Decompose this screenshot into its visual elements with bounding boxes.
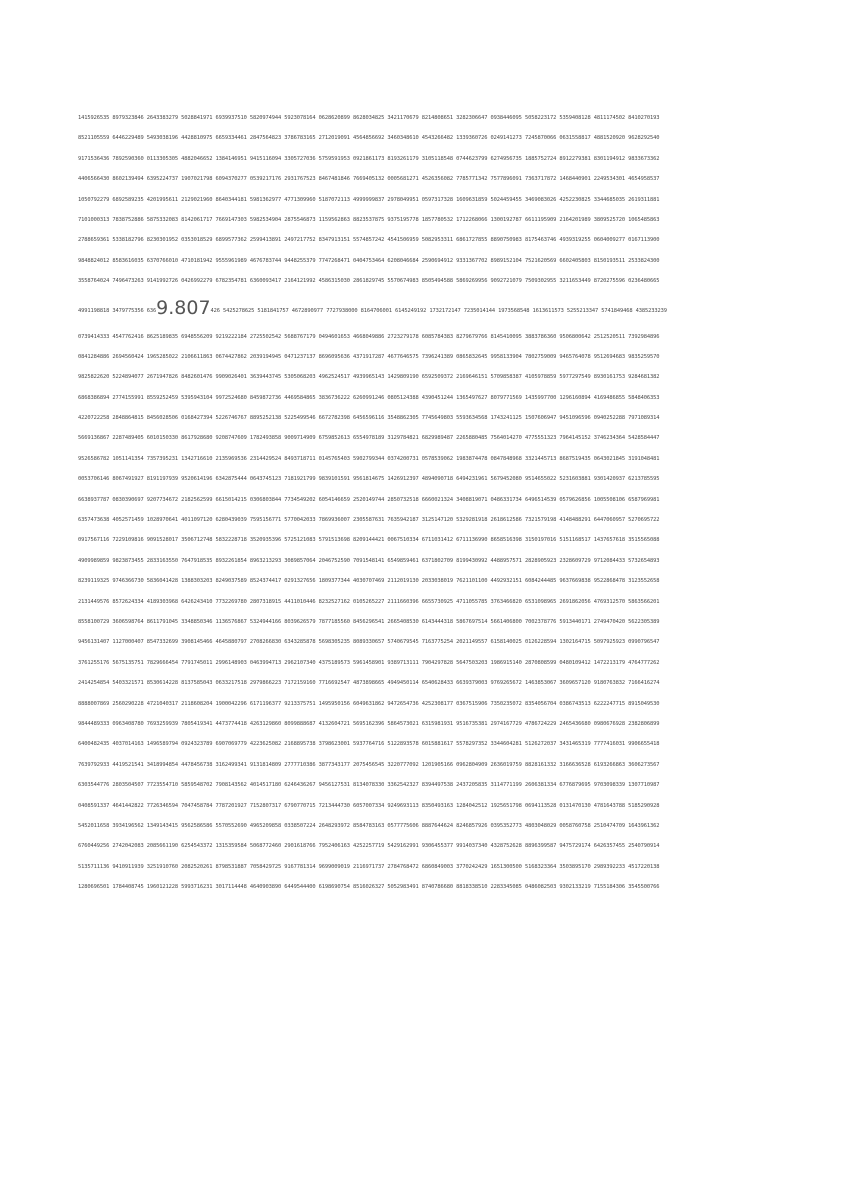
digits-line: 9825822620 5224894077 2671947826 8482601476 9909026401 3639443745 5305068203 4962524517 4939965143 1429809190 6592509372 2169646151 5709858387 4105978859 5977297549 8930161753 9284681382 (78, 374, 660, 381)
digits-line: 7639792933 4419521541 3418994854 4478456738 3162499341 9131814809 2777710386 3877343177 2075456545 3220777092 1201905166 0962804909 2636019759 8828161332 3166636528 6193266863 3606273567 (78, 761, 660, 768)
digits-line: 6400482435 4037014163 1496589794 0924323789 6907069779 4223625082 2168895738 3798623001 5937764716 5122893578 6015881617 5578297352 3344604281 5126272037 3431465319 7777416031 9906655418 (78, 741, 660, 748)
digits-line: 1050792279 6892589235 4201995611 2129021960 8640344181 5981362977 4771309960 5187072113 4999999837 2978049951 0597317328 1609631859 5024459455 3469083026 4252230825 3344685035 2619311881 (78, 196, 660, 203)
digits-line: 3558764024 7496473263 9141992726 0426992279 6782354781 6360093417 2164121992 4586315030 2861829745 5570674983 8505494588 5869269956 9092721079 7509302955 3211653449 8720275596 0236480665 (78, 278, 660, 285)
digits-segment-after: 426 5425278625 5181841757 4672890977 7727938000 8164706001 6145249192 1732172147 7235014144 1973568548 1613611573 5255213347 5741849468 4385233239 (210, 307, 667, 314)
digits-line: 6638937787 0830390697 9207734672 2182562599 6615014215 0306803844 7734549202 6054146659 2520149744 2850732518 6660021324 3408819071 0486331734 6496514539 0579626856 1005508106 6587969981 (78, 496, 660, 503)
digits-line: 5669136867 2287489405 6010150330 8617928680 9208747609 1782493858 9009714909 6759852613 6554978189 3129784821 6829989487 2265880485 7564014270 4775551323 7964145152 3746234364 5428584447 (78, 435, 660, 442)
digits-line: 1280696501 1784408745 1960121228 5993716231 3017114448 4640903890 6449544400 6198690754 8516026327 5052983491 8740786680 8818338510 2283345085 0486082503 9302133219 7155184306 3545500766 (78, 884, 660, 891)
digits-line: 9526586782 1051141354 7357395231 1342716610 2135969536 2314429524 8493718711 0145765403 5902799344 0374200731 0578539062 1983874478 0847848968 3321445713 8687519435 0643021845 3191048481 (78, 455, 660, 462)
digits-line: 0053706146 8067491927 8191197939 9520614196 6342875444 0643745123 7181921799 9839101591 9561814675 1426912397 4894090718 6494231961 5679452080 9514655022 5231603881 9301420937 6213785595 (78, 476, 660, 483)
digits-line: 0408591337 4641442822 7726346594 7047458784 7787201927 7152807317 6790770715 7213444730 6057007334 9249693113 8350493163 1284042512 1925651798 0694113528 0131470130 4781643788 5185290928 (78, 802, 660, 809)
digits-line: 3761255176 5675135751 7829666454 7791745011 2996148903 0463994713 2962107340 4375189573 5961458901 9389713111 7904297828 5647503203 1986915140 2870808599 0480109412 1472213179 4764777262 (78, 659, 660, 666)
digits-line: 2131449576 8572624334 4189303968 6426243410 7732269780 2807318915 4411010446 8232527162 0105265227 2111660396 6655730925 4711055785 3763466820 6531098965 2691862056 4769312570 5863566201 (78, 598, 660, 605)
digits-line: 9456131407 1127000407 8547332699 3908145466 4645880797 2708266830 6343285878 5698305235 8089330657 5740679545 7163775254 2021149557 6158140025 0126228594 1302164715 5097925923 0990796547 (78, 639, 660, 646)
digits-line: 4406566430 8602139494 6395224737 1907021798 6094370277 0539217176 2931767523 8467481846 7669405132 0005681271 4526356082 7785771342 7577896091 7363717872 1468440901 2249534301 4654958537 (78, 176, 660, 183)
digits-line: 0841284886 2694560424 1965285022 2106611863 0674427862 2039194945 0471237137 8696095636 4371917287 4677646575 7396241389 0865832645 9958133904 7802759009 9465764078 9512694683 9835259570 (78, 353, 660, 360)
digits-line: 9171536436 7892590360 0113305305 4882046652 1384146951 9415116094 3305727036 5759591953 0921861173 8193261179 3105118548 0744623799 6274956735 1885752724 8912279381 8301194912 9833673362 (78, 155, 660, 162)
digits-line: 0917567116 7229109816 9091528017 3506712748 5832228718 3520935396 5725121083 5791513698 8209144421 0067510334 6711031412 6711136990 8658516398 3150197016 5151168517 1437657618 3515565088 (78, 537, 660, 544)
digits-line: 4909989859 9823873455 2833163550 7647918535 8932261854 8963213293 3089857064 2046752590 7091548141 6549859461 6371802709 8199430992 4488957571 2828905923 2328609729 9712084433 5732654893 (78, 557, 660, 564)
digits-line: 9848824012 8583616035 6370766010 4710181942 9555961989 4676783744 9448255379 7747268471 0404753464 6208046684 2590694912 9331367702 8989152104 7521620569 6602405803 8150193511 2533824300 (78, 257, 660, 264)
digits-line: 9844489333 0963408780 7693259939 7805419341 4473774418 4263129860 8099888687 4132604721 5695162396 5864573021 6315981931 9516735381 2974167729 4786724229 2465436680 0980676928 2382806899 (78, 720, 660, 727)
digits-line-highlighted (78, 295, 768, 321)
digits-line: 5452011658 3934196562 1349143415 9562586586 5570552690 4965209858 0338507224 2648293972 8584783163 0577775606 8887644624 8246857926 0395352773 4803048029 0058760758 2510474709 1643961362 (78, 822, 660, 829)
digits-line: 5135711136 9410911939 3251910760 2082520261 8798531887 7058429725 9167781314 9699009019 2116971737 2784768472 6860849003 3770242429 1651300500 5168323364 3503895170 2989392233 4517220138 (78, 863, 660, 870)
digits-block (78, 108, 768, 897)
digits-line: 1415926535 8979323846 2643383279 5028841971 6939937510 5820974944 5923078164 0628620899 8628034825 3421170679 8214808651 3282306647 0938446095 5058223172 5359408128 4811174502 8410270193 (78, 115, 660, 121)
digits-lines-after (78, 327, 768, 898)
digits-lines-before (78, 108, 768, 292)
digits-line: 6357473638 4052571459 1028970641 4011097120 6280439039 7595156771 5770042033 7869936007 2305587631 7635942187 3125147120 5329281918 2618612586 7321579198 4148488291 6447060957 5270695722 (78, 517, 660, 524)
digits-line: 4220722258 2848864815 8456028506 0168427394 5226746767 8895252138 5225499546 6672782398 6456596116 3548862305 7745649803 5593634568 1743241125 1507606947 9451096596 0940252288 7971089314 (78, 415, 660, 422)
digits-line: 6760449256 2742042083 2085661190 6254543372 1315359584 5068772460 2901618766 7952406163 4252257719 5429162991 9306455377 9914037340 4328752628 8896399587 9475729174 6426357455 2540790914 (78, 843, 660, 850)
digits-line: 2414254854 5403321571 8530614228 8137585043 0633217518 2979866223 7172159160 7716692547 4873898665 4949450114 6540628433 6639379003 9769265672 1463853067 3609657120 9180763832 7166416274 (78, 680, 660, 687)
digits-line: 7101000313 7838752886 5875332083 8142061717 7669147303 5982534904 2875546873 1159562863 8823537875 9375195778 1857780532 1712268066 1300192787 6611195909 2164201989 3809525720 1065485863 (78, 216, 660, 223)
digits-line: 8239119325 9746366730 5836041428 1388303203 8249037589 8524374417 0291327656 1809377344 4030707469 2112019130 2033038019 7621101100 4492932151 6084244485 9637669838 9522868478 3123552658 (78, 578, 660, 585)
digits-segment-before: 4991198818 3479775356 636 (78, 307, 157, 314)
digits-line: 8888007869 2560290228 4721040317 2118608204 1900042296 6171196377 9213375751 1495950156 6049631862 9472654736 4252308177 0367515906 7350235072 8354056704 0386743513 6222247715 8915049530 (78, 700, 660, 707)
digits-line: 6303544776 2803504507 7723554710 5859548702 7908143562 4014517180 6246436267 9456127531 8134078330 3362542327 8394497538 2437205835 3114771199 2606381334 6776879695 9703098339 1307710987 (78, 782, 660, 789)
digits-line: 0739414333 4547762416 8625189835 6948556209 9219222184 2725502542 5688767179 0494601653 4668049886 2723279178 6085784383 8279679766 8145410095 3883786360 9506800642 2512520511 7392984896 (78, 333, 660, 340)
digits-line: 8558100729 3606598764 8611791045 3348850346 1136576867 5324944166 8039626579 7877185560 8456296541 2665408530 6143444318 5867697514 5661406800 7002378776 5913440171 2749470420 5622305389 (78, 618, 660, 625)
large-value: 9.807 (156, 296, 211, 319)
digits-line: 6868386894 2774155991 8559252459 5395943104 9972524680 8459872736 4469584865 3836736222 6260991246 0805124388 4390451244 1365497627 8079771569 1435997700 1296160894 4169486855 5848406353 (78, 394, 660, 401)
digits-line: 2788659361 5338182796 8230301952 0353018529 6899577362 2599413891 2497217752 8347913151 5574857242 4541506959 5082953311 6861727855 8890750983 8175463746 4939319255 0604009277 0167113900 (78, 237, 660, 244)
digits-line: 8521105559 6446229489 5493038196 4428810975 6659334461 2847564823 3786783165 2712019091 4564856692 3460348610 4543266482 1339360726 0249141273 7245870066 0631558817 4881520920 9628292540 (78, 135, 660, 142)
